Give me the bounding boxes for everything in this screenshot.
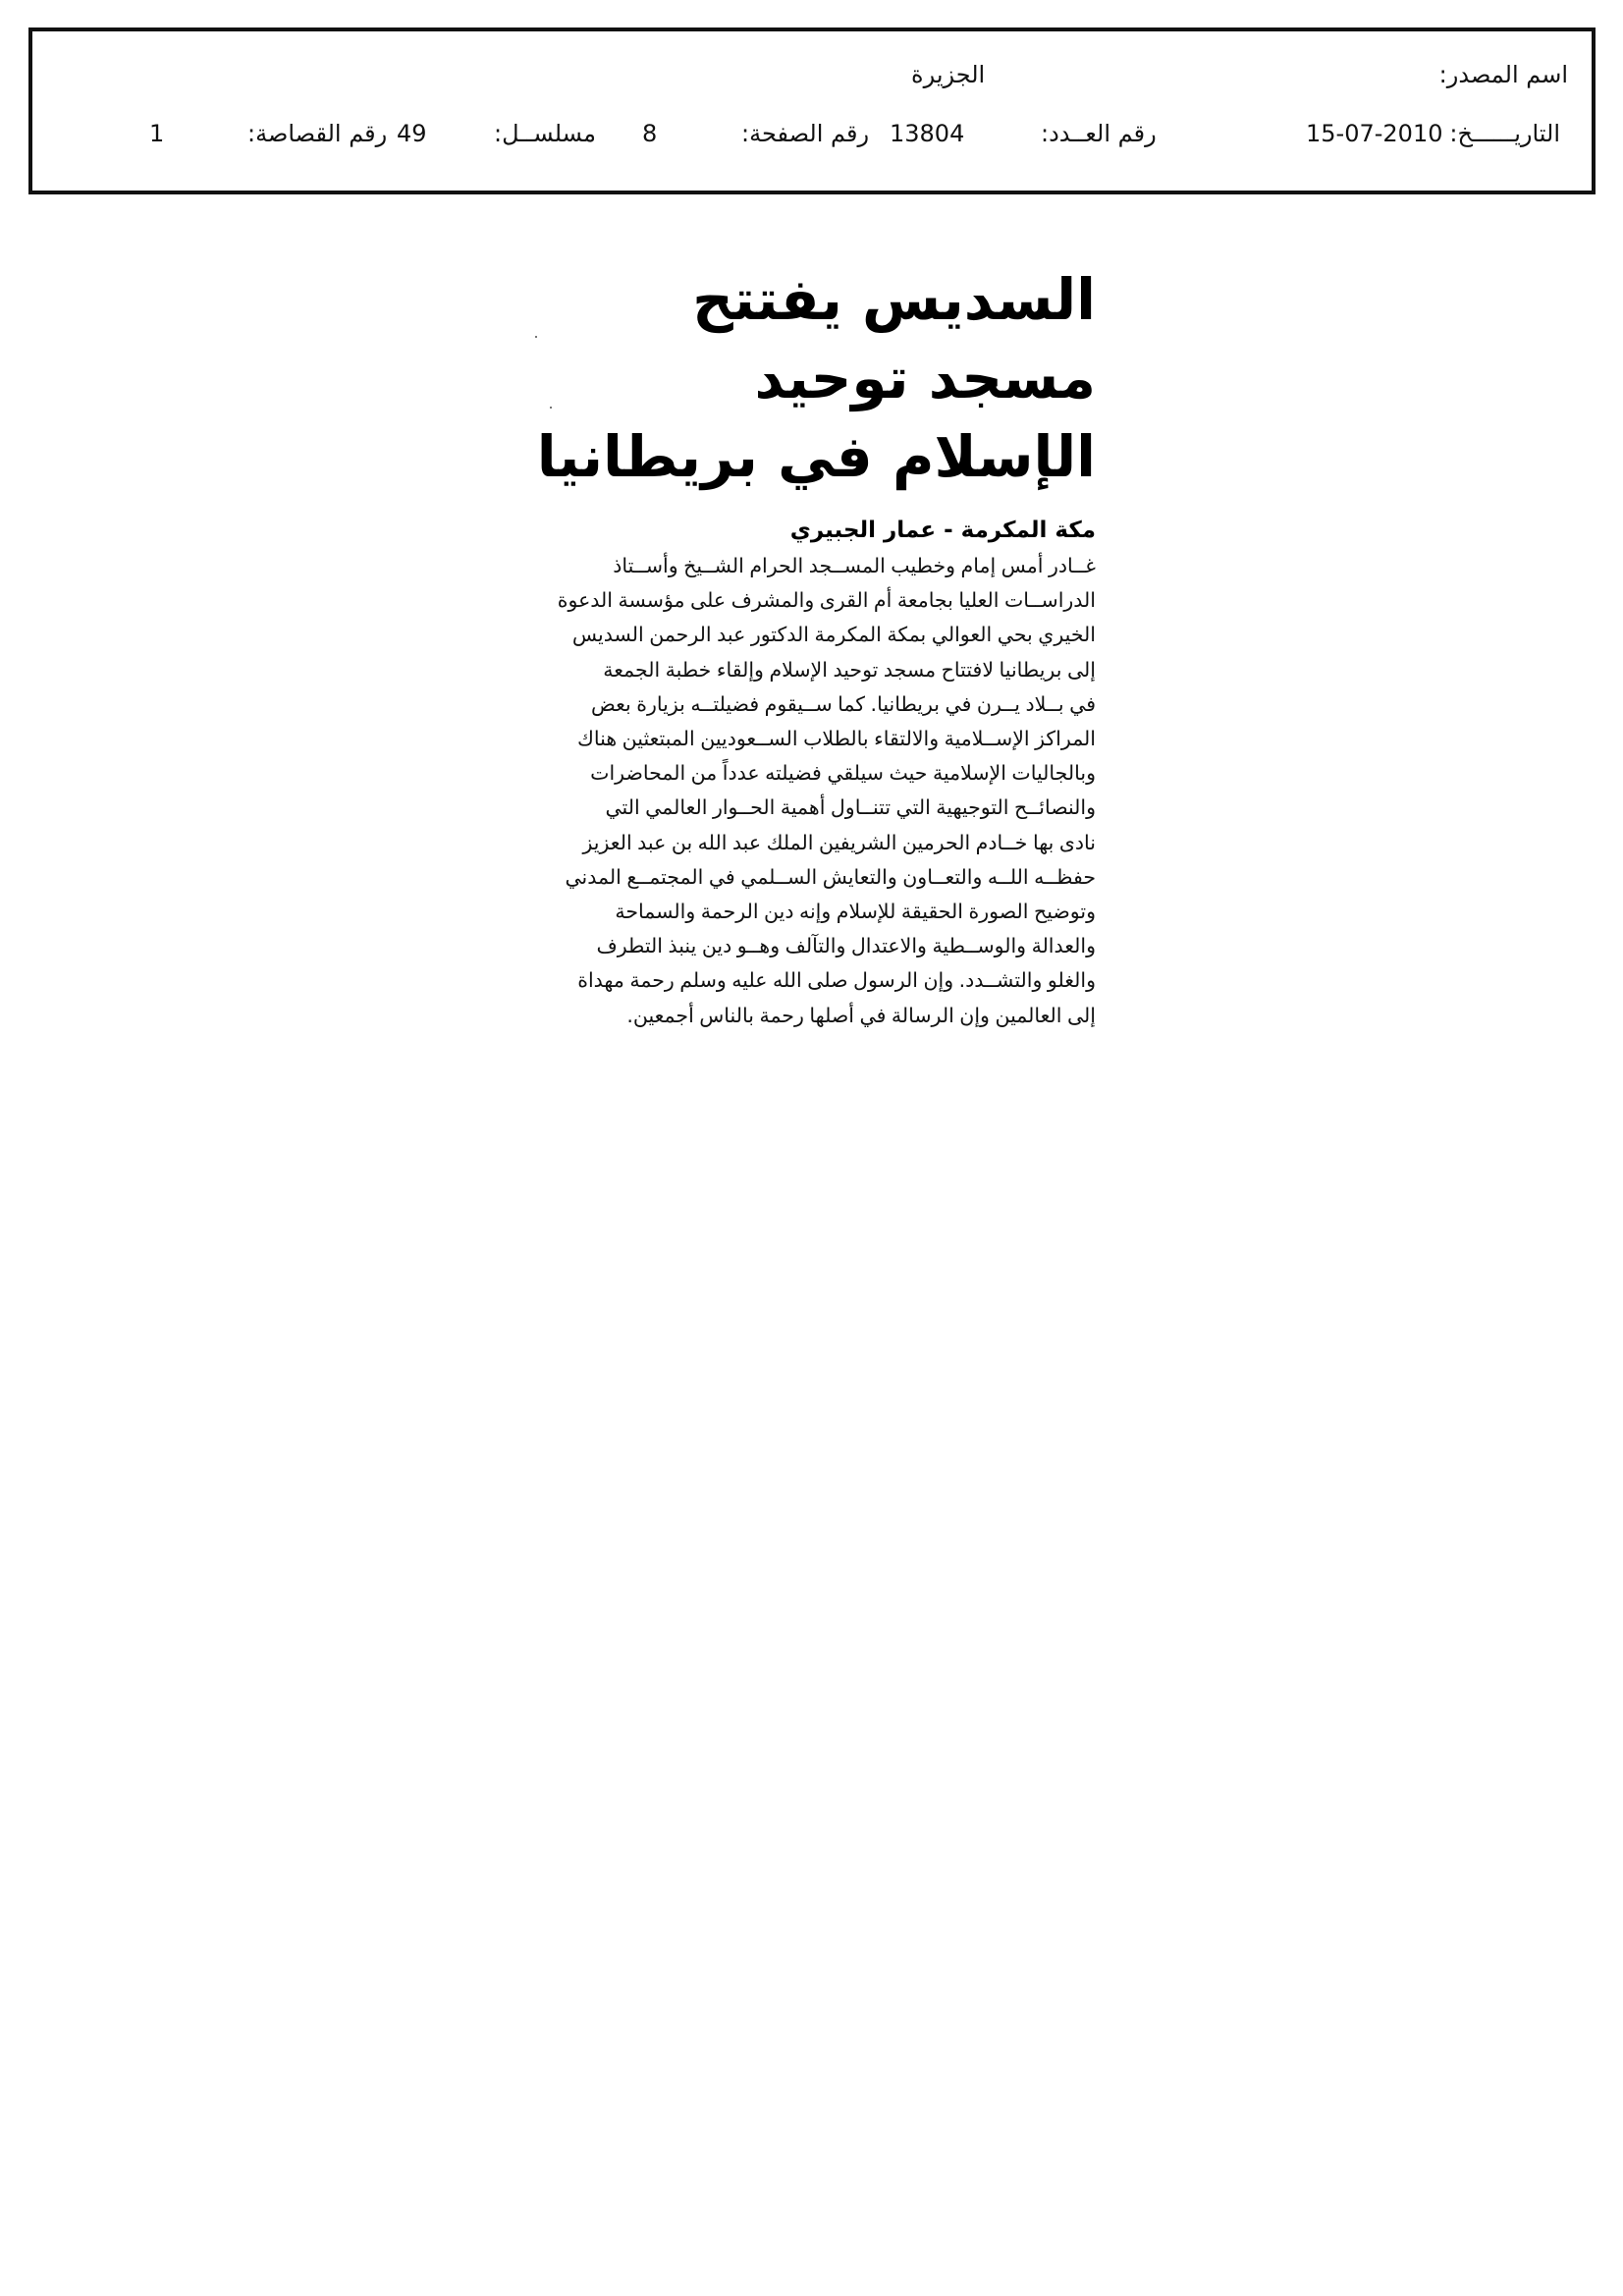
body-line: المراكز الإســلامية والالتقاء بالطلاب الســعوديين المبتعثين هناك [577,727,1096,751]
page-label: رقم الصفحة: [741,120,870,147]
article-clipping [530,260,1096,1033]
body-line: إلى العالمين وإن الرسالة في أصلها رحمة بالناس أجمعين. [626,1003,1096,1027]
clip-label: رقم القصاصة: [247,120,388,147]
clipping-header-box [28,27,1596,194]
serial-label: مسلســل: [494,120,596,147]
clip-value: 1 [149,120,165,147]
article-body [530,549,1096,1033]
body-line: والنصائــح التوجيهية التي تتنــاول أهمية الحــوار العالمي التي [605,795,1096,820]
body-line: الخيري بحي العوالي بمكة المكرمة الدكتور عبد الرحمن السديس [571,623,1096,647]
body-line: إلى بريطانيا لافتتاح مسجد توحيد الإسلام وإلقاء خطبة الجمعة [603,657,1096,682]
scan-speck [535,336,537,338]
body-line: غــادر أمس إمام وخطيب المســجد الحرام الشــيخ وأســتاذ [613,554,1096,577]
body-line: نادى بها خــادم الحرمين الشريفين الملك عبد الله بن عبد العزيز [582,830,1096,854]
body-line: والغلو والتشــدد. وإن الرسول صلى الله عليه وسلم رحمة مهداة [577,968,1096,993]
serial-value: 49 [397,120,427,147]
source-value: الجزيرة [911,61,986,88]
issue-value: 13804 [890,120,965,147]
article-byline: مكة المكرمة - عمار الجبيري [789,518,1096,543]
body-line: الدراســات العليا بجامعة أم القرى والمشرف على مؤسسة الدعوة [557,588,1096,613]
body-line: في بــلاد يــرن في بريطانيا. كما ســيقوم فضيلتــه بزيارة بعض [591,691,1096,716]
date-value: 15-07-2010 [1306,120,1443,147]
headline-line-2: الإسلام في بريطانيا [536,423,1096,490]
article-headline [530,260,1096,496]
body-line: وبالجاليات الإسلامية حيث سيلقي فضيلته عدداً من المحاضرات [590,761,1096,786]
date-label: التاريــــــخ: [1449,120,1560,147]
headline-line-1: السديس يفتتح مسجد توحيد [692,266,1096,411]
source-label: اسم المصدر: [1438,61,1568,88]
page-value: 8 [642,120,658,147]
body-line: حفظــه اللــه والتعــاون والتعايش الســلمي في المجتمــع المدني [565,864,1096,889]
issue-label: رقم العــدد: [1041,120,1157,147]
body-line: والعدالة والوســطية والاعتدال والتآلف وهــو دين ينبذ التطرف [596,934,1096,958]
body-line: وتوضيح الصورة الحقيقة للإسلام وإنه دين الرحمة والسماحة [615,900,1096,924]
scan-speck [550,407,552,409]
